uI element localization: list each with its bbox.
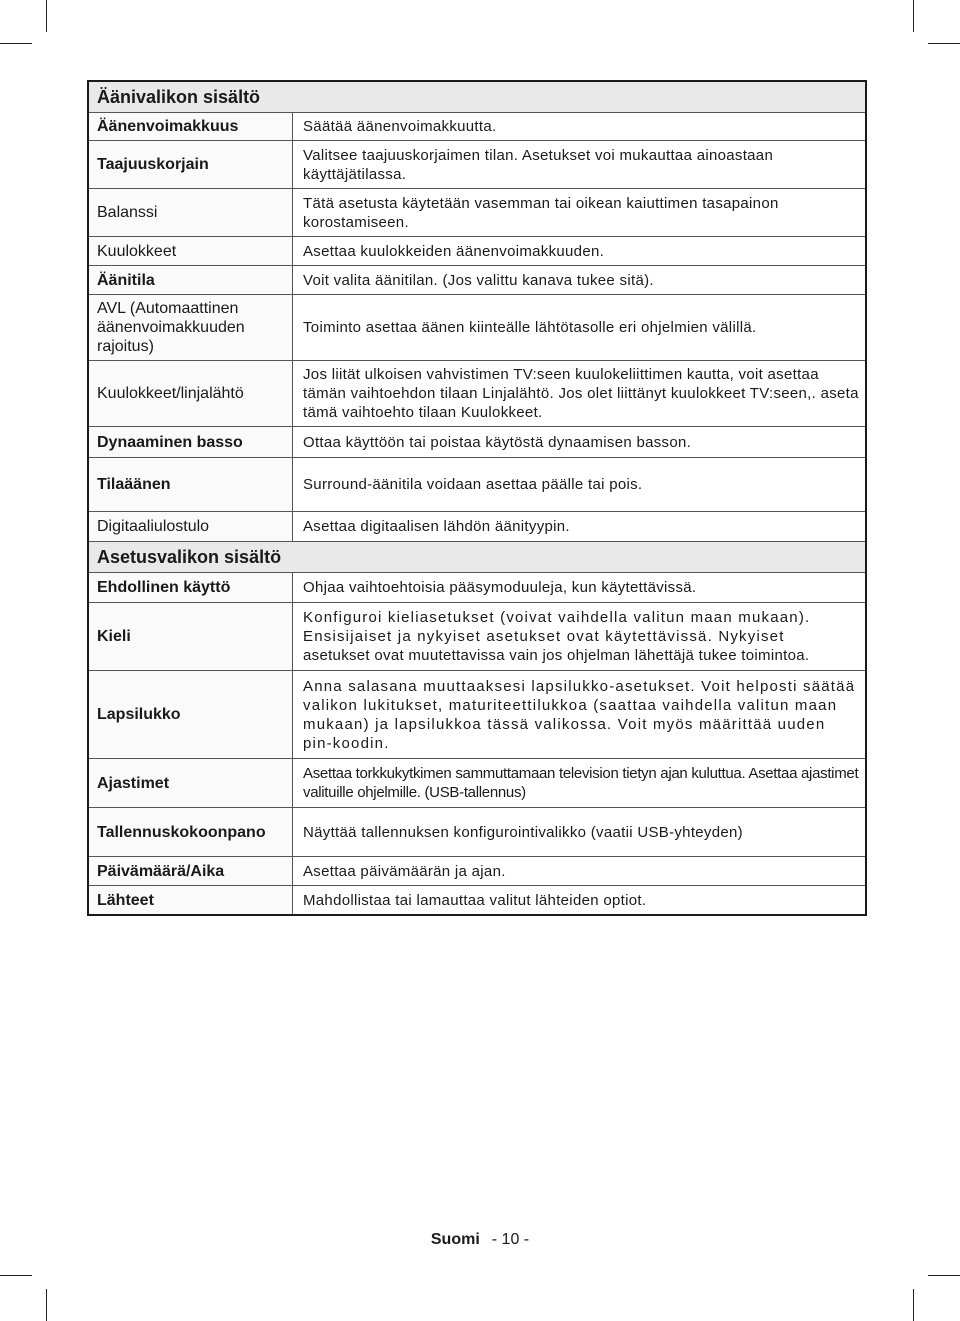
row-description: Voit valita äänitilan. (Jos valittu kanava tukee sitä).: [303, 271, 654, 289]
row-description: Ottaa käyttöön tai poistaa käytöstä dynaamisen basson.: [303, 433, 692, 451]
table-row: [89, 808, 865, 857]
row-description: Asettaa digitaalisen lähdön äänityypin.: [303, 518, 570, 535]
table-row: [89, 458, 865, 512]
table-row: [89, 427, 865, 458]
table-row: [89, 113, 865, 141]
row-label: AVL (Automaattinen äänenvoimakkuuden rajoitus): [89, 295, 293, 360]
page-footer: [0, 1231, 960, 1249]
crop-mark: [928, 1275, 960, 1276]
table-row: [89, 573, 865, 603]
row-description: Näyttää tallennuksen konfigurointivalikko (vaatii USB-yhteyden): [303, 823, 743, 841]
table-row: [89, 141, 865, 189]
row-label: Päivämäärä/Aika: [89, 857, 293, 885]
row-label: Dynaaminen basso: [89, 427, 293, 457]
table-row: [89, 857, 865, 886]
row-description: Asettaa päivämäärän ja ajan.: [303, 862, 506, 880]
crop-mark: [928, 43, 960, 44]
crop-mark: [46, 0, 47, 32]
description-line: Ensisijaiset ja nykyiset asetukset ovat käytettävissä. Nykyiset: [303, 628, 785, 645]
description-line: Konfiguroi kieliasetukset (voivat vaihdella valitun maan mukaan).: [303, 609, 811, 626]
settings-menu-title: Asetusvalikon sisältö: [89, 541, 865, 573]
table-row: [89, 266, 865, 295]
row-label: Kuulokkeet/linjalähtö: [89, 361, 293, 426]
row-label: Taajuuskorjain: [89, 141, 293, 188]
table-row: [89, 759, 865, 808]
row-description: Asettaa torkkukytkimen sammuttamaan television tietyn ajan kuluttua. Asettaa ajastimet valituille ohjelmille. (USB-tallennus): [303, 765, 859, 801]
crop-mark: [0, 1275, 32, 1276]
row-label: Tallennuskokoonpano: [89, 808, 293, 856]
footer-language: Suomi: [430, 1231, 480, 1248]
table-row: [89, 237, 865, 266]
row-description: Anna salasana muuttaaksesi lapsilukko-asetukset. Voit helposti säätää valikon lukitukset, maturiteettilukkoa (saattaa vaihdella valitun maan mukaan) ja lapsilukkoa tässä valikossa. Voit myös määrittää uuden pin-koodin.: [303, 677, 856, 752]
row-label: Balanssi: [89, 189, 293, 236]
page-number: - 10 -: [491, 1231, 530, 1248]
crop-mark: [0, 43, 32, 44]
row-description: Asettaa kuulokkeiden äänenvoimakkuuden.: [303, 242, 605, 260]
row-label: Ehdollinen käyttö: [89, 573, 293, 602]
crop-mark: [46, 1289, 47, 1321]
menu-contents-table: [87, 80, 867, 916]
row-description: Surround-äänitila voidaan asettaa päälle tai pois.: [303, 476, 643, 493]
row-label: Lähteet: [89, 886, 293, 914]
table-row: [89, 361, 865, 427]
row-label: Digitaaliulostulo: [89, 512, 293, 541]
row-label: Äänitila: [89, 266, 293, 294]
row-description: Ohjaa vaihtoehtoisia pääsymoduuleja, kun käytettävissä.: [303, 579, 697, 596]
table-row: [89, 603, 865, 671]
table-row: [89, 295, 865, 361]
table-row: [89, 886, 865, 914]
row-description: Valitsee taajuuskorjaimen tilan. Asetukset voi mukauttaa ainoastaan käyttäjätilassa.: [303, 146, 774, 183]
row-label: Kieli: [89, 603, 293, 670]
row-label: Äänenvoimakkuus: [89, 113, 293, 140]
crop-mark: [913, 1289, 914, 1321]
table-row: [89, 671, 865, 759]
row-label: Kuulokkeet: [89, 237, 293, 265]
row-description: Jos liität ulkoisen vahvistimen TV:seen kuulokeliittimen kautta, voit asettaa tämän vaihtoehdon tilaan Linjalähtö. Jos olet liittänyt kuulokkeet TV:seen,. aseta tämä vaihtoehto tilaan Kuulokkeet.: [303, 366, 859, 421]
row-description: Säätää äänenvoimakkuutta.: [303, 118, 497, 135]
crop-mark: [913, 0, 914, 32]
row-label: Ajastimet: [89, 759, 293, 807]
row-description: Toiminto asettaa äänen kiinteälle lähtötasolle eri ohjelmien välillä.: [303, 319, 757, 336]
row-label: Tilaäänen: [89, 458, 293, 511]
description-line: asetukset ovat muutettavissa vain jos ohjelman lähettäjä tukee toimintoa.: [303, 647, 810, 664]
row-description: Tätä asetusta käytetään vasemman tai oikean kaiuttimen tasapainon korostamiseen.: [303, 194, 779, 231]
row-description: [293, 603, 865, 670]
sound-menu-title: Äänivalikon sisältö: [89, 82, 865, 113]
row-label: Lapsilukko: [89, 671, 293, 758]
table-row: [89, 189, 865, 237]
table-row: [89, 512, 865, 541]
row-description: Mahdollistaa tai lamauttaa valitut lähteiden optiot.: [303, 891, 647, 909]
